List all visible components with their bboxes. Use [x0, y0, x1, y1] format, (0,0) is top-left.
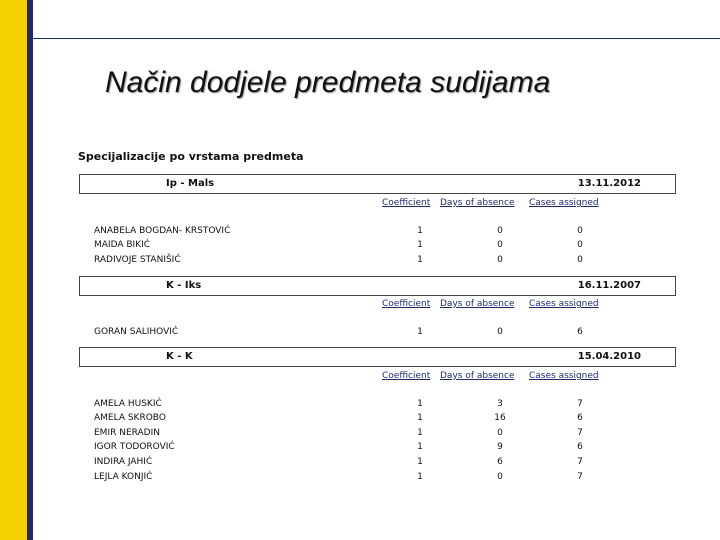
group-header-box [79, 174, 676, 194]
document-heading: Specijalizacije po vrstama predmeta [78, 150, 304, 163]
group-name: K - Iks [166, 280, 202, 291]
row-days-of-absence: 0 [497, 428, 503, 438]
row-name: MAIDA BIKIĆ [94, 240, 151, 250]
row-cases-assigned: 7 [577, 428, 583, 438]
row-name: AMELA SKROBO [94, 413, 166, 423]
row-coefficient: 1 [417, 327, 423, 337]
row-days-of-absence: 0 [497, 240, 503, 250]
row-name: INDIRA JAHIĆ [94, 457, 153, 467]
row-coefficient: 1 [417, 413, 423, 423]
column-header-days-of-absence: Days of absence [440, 198, 515, 208]
column-header-cases-assigned: Cases assigned [529, 198, 599, 208]
row-cases-assigned: 0 [577, 226, 583, 236]
row-cases-assigned: 7 [577, 399, 583, 409]
group-name: Ip - Mals [166, 178, 215, 189]
row-coefficient: 1 [417, 442, 423, 452]
row-cases-assigned: 0 [577, 240, 583, 250]
row-days-of-absence: 0 [497, 255, 503, 265]
row-coefficient: 1 [417, 240, 423, 250]
row-days-of-absence: 0 [497, 327, 503, 337]
row-coefficient: 1 [417, 399, 423, 409]
column-header-days-of-absence: Days of absence [440, 299, 515, 309]
row-name: ANABELA BOGDAN- KRSTOVIĆ [94, 226, 231, 236]
column-header-coefficient: Coefficient [382, 299, 431, 309]
row-days-of-absence: 6 [497, 457, 503, 467]
row-cases-assigned: 7 [577, 472, 583, 482]
row-name: IGOR TODOROVIĆ [94, 442, 175, 452]
row-coefficient: 1 [417, 472, 423, 482]
column-header-days-of-absence: Days of absence [440, 371, 515, 381]
column-header-cases-assigned: Cases assigned [529, 371, 599, 381]
slide-title: Način dodjele predmeta sudijama [105, 66, 551, 99]
group-date: 16.11.2007 [577, 280, 641, 291]
group-header-box [79, 276, 676, 296]
row-cases-assigned: 0 [577, 255, 583, 265]
group-date: 13.11.2012 [577, 178, 641, 189]
row-days-of-absence: 0 [497, 472, 503, 482]
column-header-coefficient: Coefficient [382, 198, 431, 208]
row-coefficient: 1 [417, 457, 423, 467]
row-days-of-absence: 9 [497, 442, 503, 452]
row-name: EMIR NERADIN [94, 428, 161, 438]
row-cases-assigned: 6 [577, 413, 583, 423]
row-days-of-absence: 3 [497, 399, 503, 409]
row-cases-assigned: 6 [577, 327, 583, 337]
group-name: K - K [166, 351, 193, 362]
row-name: RADIVOJE STANIŠIĆ [94, 255, 181, 265]
group-date: 15.04.2010 [577, 351, 641, 362]
row-name: LEJLA KONJIĆ [94, 472, 153, 482]
group-header-box [79, 347, 676, 367]
row-days-of-absence: 16 [494, 413, 506, 423]
row-days-of-absence: 0 [497, 226, 503, 236]
row-coefficient: 1 [417, 428, 423, 438]
row-name: AMELA HUSKIĆ [94, 399, 162, 409]
row-cases-assigned: 6 [577, 442, 583, 452]
row-cases-assigned: 7 [577, 457, 583, 467]
row-coefficient: 1 [417, 226, 423, 236]
column-header-cases-assigned: Cases assigned [529, 299, 599, 309]
row-name: GORAN SALIHOVIĆ [94, 327, 179, 337]
row-coefficient: 1 [417, 255, 423, 265]
column-header-coefficient: Coefficient [382, 371, 431, 381]
